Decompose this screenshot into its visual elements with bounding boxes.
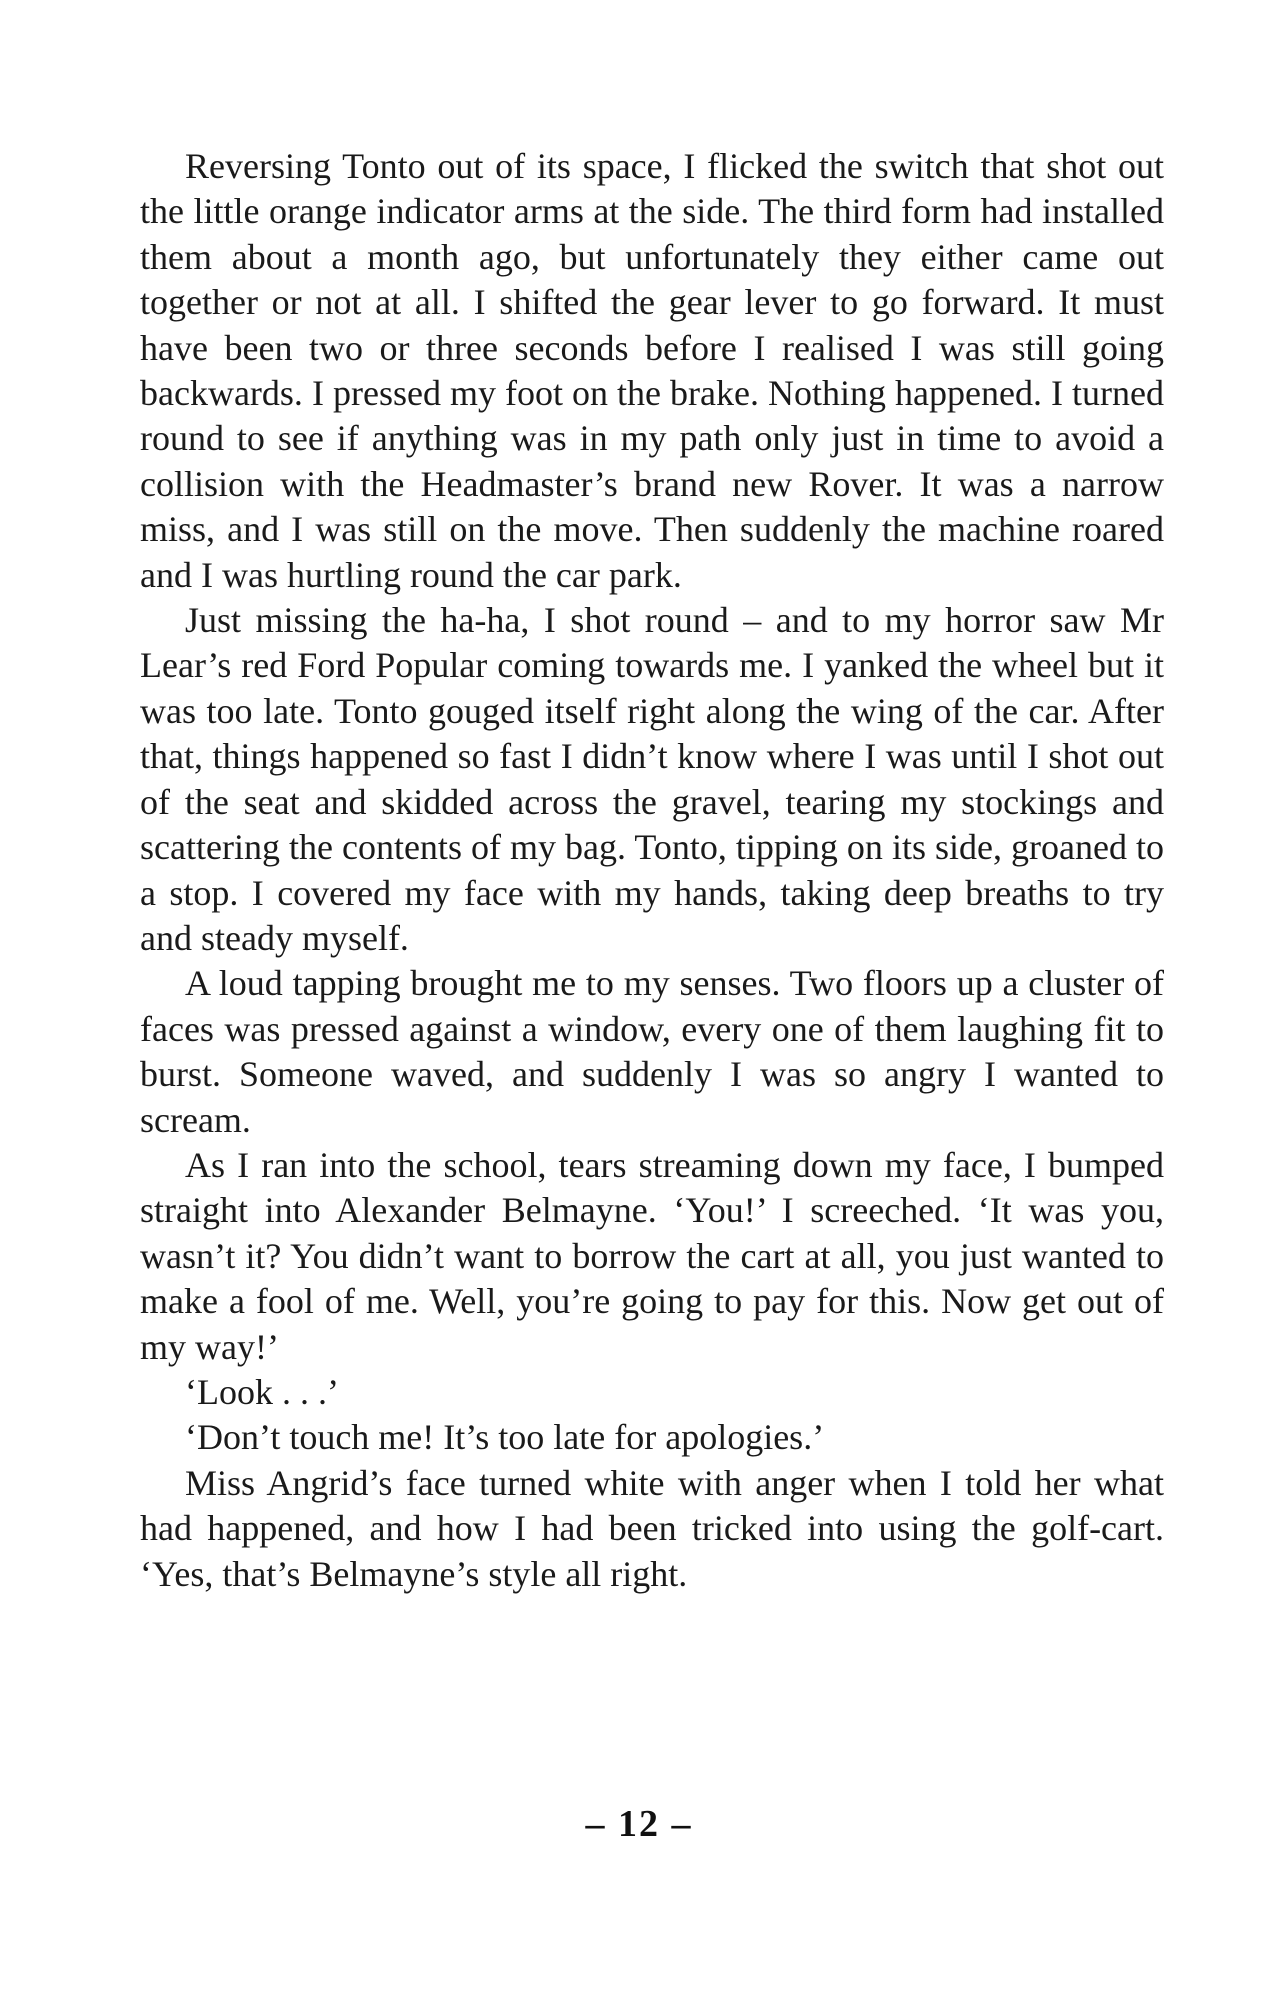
paragraph-4: As I ran into the school, tears streaming down my face, I bumped straight into Alexander Belmayne. ‘You!’ I screeched. ‘It was you, wasn’t it? You didn’t want to borrow the cart at all, you just wanted to make a fool of me. Well, you’re going to pay for this. Now get out of my way!’	[140, 1144, 1164, 1367]
paragraph-5: ‘Look . . .’	[185, 1371, 339, 1412]
page-number: – 12 –	[585, 1803, 693, 1845]
paragraph-1: Reversing Tonto out of its space, I flicked the switch that shot out the little orange indicator arms at the side. The third form had installed them about a month ago, but unfortunately they either came out together or not at all. I shifted the gear lever to go forward. It must have been two or three seconds before I realised I was still going backwards. I pressed my foot on the brake. Nothing happened. I turned round to see if anything was in my path only just in time to avoid a collision with the Headmaster’s brand new Rover. It was a narrow miss, and I was still on the move. Then suddenly the machine roared and I was hurtling round the car park.	[140, 146, 1164, 595]
body-text	[140, 144, 1164, 1597]
paragraph-7: Miss Angrid’s face turned white with anger when I told her what had happened, and how I had been tricked into using the golf-cart. ‘Yes, that’s Belmayne’s style all right.	[140, 1462, 1164, 1594]
paragraph-2: Just missing the ha-ha, I shot round – and to my horror saw Mr Lear’s red Ford Popular coming towards me. I yanked the wheel but it was too late. Tonto gouged itself right along the wing of the car. After that, things happened so fast I didn’t know where I was until I shot out of the seat and skidded across the gravel, tearing my stockings and scattering the contents of my bag. Tonto, tipping on its side, groaned to a stop. I covered my face with my hands, taking deep breaths to try and steady myself.	[140, 600, 1164, 958]
paragraph-3: A loud tapping brought me to my senses. Two floors up a cluster of faces was pressed against a window, every one of them laughing fit to burst. Someone waved, and suddenly I was so angry I wanted to scream.	[140, 963, 1164, 1140]
paragraph-6: ‘Don’t touch me! It’s too late for apologies.’	[185, 1417, 825, 1458]
